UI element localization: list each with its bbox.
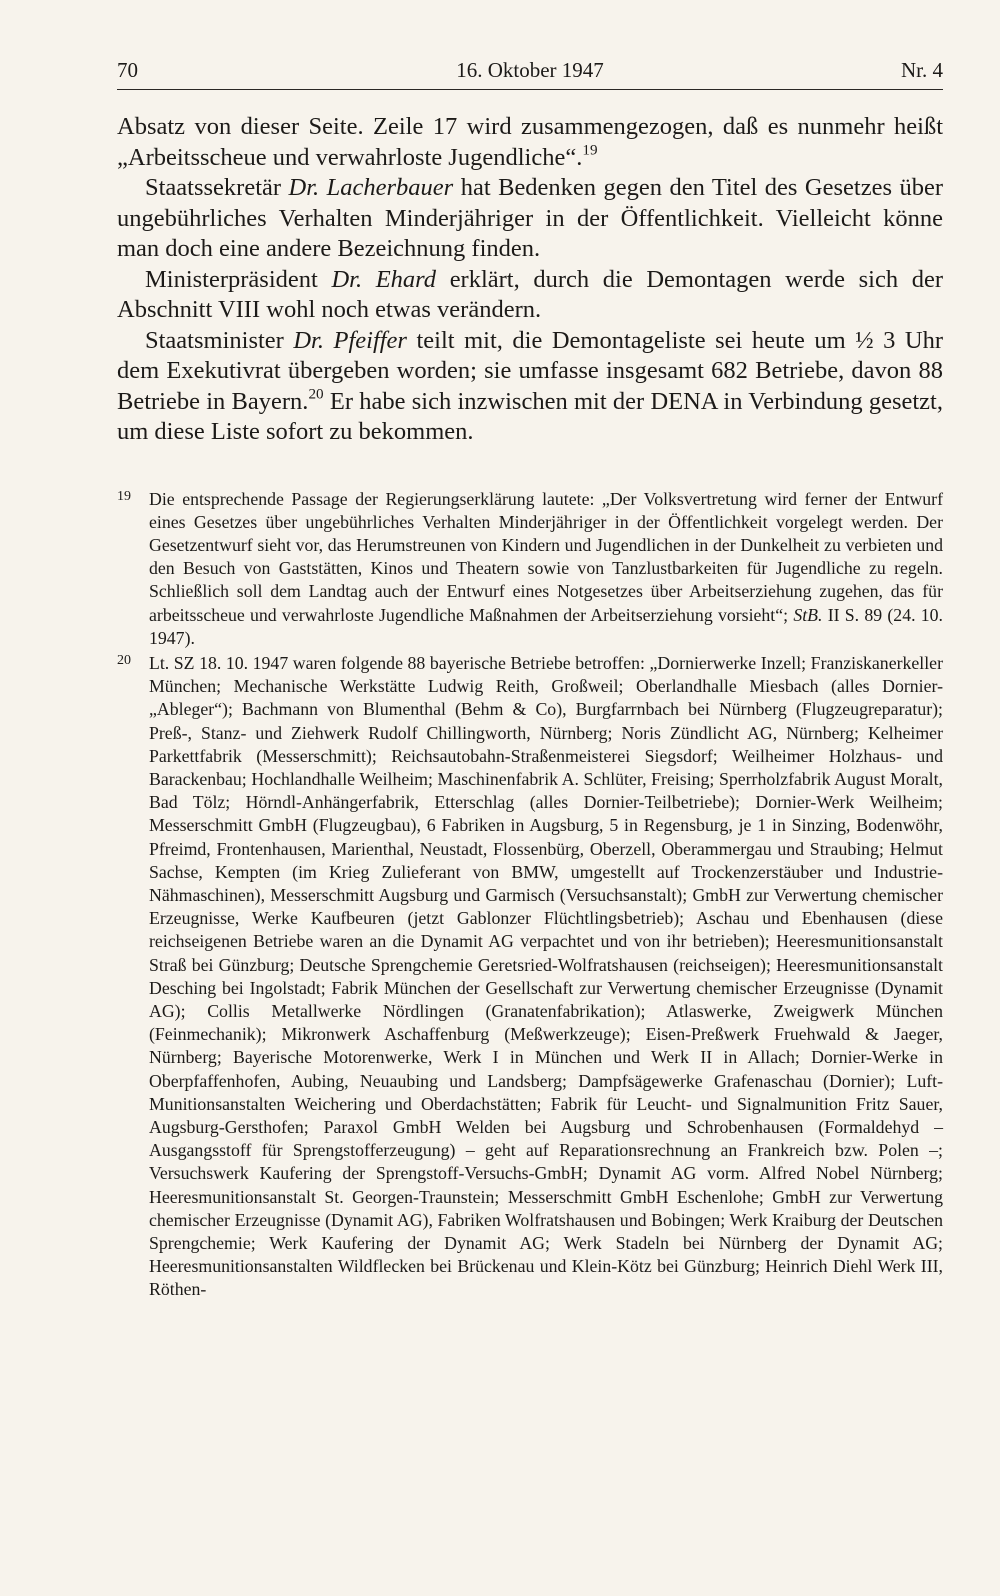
main-text [117, 112, 943, 448]
footnote-ref-19[interactable]: 19 [582, 140, 598, 158]
issue-number: Nr. 4 [901, 58, 943, 82]
speaker-name: Dr. Ehard [331, 265, 437, 293]
speaker-name: Dr. Pfeiffer [293, 326, 407, 354]
footnotes [117, 488, 943, 1302]
footnote-number: 20 [117, 652, 131, 668]
footnote-ref-20[interactable]: 20 [308, 384, 324, 402]
paragraph-2: Staatssekretär Dr. Lacherbauer hat Bedenken gegen den Titel des Gesetzes über ungebührliches Verhalten Minderjähriger in der Öffentlichkeit. Vielleicht könne man doch eine andere Bezeichnung finden. [117, 174, 943, 262]
header-date: 16. Oktober 1947 [456, 58, 604, 82]
footnote-19: 19 Die entsprechende Passage der Regierungserklärung lautete: „Der Volksvertretung wird ferner der Entwurf eines Gesetzes über ungebührliches Verhalten Minderjähriger in der Öffentlichkeit vorgelegt werden. Der Gesetzentwurf sieht vor, das Herumstreunen von Kindern und Jugendlichen in der Dunkelheit zu verbieten und den Besuch von Gaststätten, Kinos und Theatern sowie von Tanzlustbarkeiten für Jugendliche zu regeln. Schließlich soll dem Landtag auch der Entwurf eines Notgesetzes über Arbeitserziehung zugehen, das für arbeitsscheue und verwahrloste Jugendliche Maßnahmen der Arbeitserziehung vorsieht“; StB. II S. 89 (24. 10. 1947). [117, 488, 943, 648]
paragraph-3: Ministerpräsident Dr. Ehard erklärt, durch die Demontagen werde sich der Abschnitt VIII wohl noch etwas verändern. [117, 265, 943, 323]
paragraph-4: Staatsminister Dr. Pfeiffer teilt mit, die Demontageliste sei heute um ½ 3 Uhr dem Exekutivrat übergeben worden; sie umfasse insgesamt 682 Betriebe, davon 88 Betriebe in Bayern.$^{20}$ Er habe sich inzwischen mit der DENA in Verbindung gesetzt, um diese Liste sofort zu bekommen. [117, 326, 943, 445]
page-number: 70 [117, 58, 138, 82]
footnote-20: 20 Lt. SZ 18. 10. 1947 waren folgende 88 bayerische Betriebe betroffen: „Dornierwerke Inzell; Franziskanerkeller München; Mechanische Werkstätte Ludwig Reith, Großweil; Oberlandhalle Miesbach (alles Dornier-„Ableger“); Bachmann von Blumenthal (Behm & Co), Burgfarrnbach bei Nürnberg (Flugzeugreparatur); Preß-, Stanz- und Ziehwerk Rudolf Chillingworth, Nürnberg; Noris Zündlicht AG, Nürnberg; Kelheimer Parkettfabrik (Messerschmitt); Reichsautobahn-Straßenmeisterei Siegsdorf; Weilheimer Holzhaus- und Barackenbau; Hochlandhalle Weilheim; Maschinenfabrik A. Schlüter, Freising; Sperrholzfabrik August Moralt, Bad Tölz; Hörndl-Anhängerfabrik, Etterschlag (alles Dornier-Teilbetriebe); Dornier-Werk Weilheim; Messerschmitt GmbH (Flugzeugbau), 6 Fabriken in Augsburg, 5 in Regensburg, je 1 in Sinzing, Bodenwöhr, Pfreimd, Frontenhausen, Marienthal, Neustadt, Flossenbürg, Oberzell, Oberammergau und Straubing; Helmut Sachse, Kempten (im Krieg Zulieferant von BMW, umgestellt auf Trockenzerstäuber und Industrie-Nähmaschinen), Messerschmitt Augsburg und Garmisch (Versuchsanstalt); GmbH zur Verwertung chemischer Erzeugnisse, Werke Kaufbeuren (jetzt Gablonzer Flüchtlingsbetrieb); Aschau und Ebenhausen (diese reichseigenen Betriebe waren an die Dynamit AG verpachtet und von ihr betrieben); Heeresmunitionsanstalt Straß bei Günzburg; Deutsche Sprengchemie Geretsried-Wolfratshausen (reichseigen); Heeresmunitionsanstalt Desching bei Ingolstadt; Fabrik München der Gesellschaft zur Verwertung chemischer Erzeugnisse (Dynamit AG); Collis Metallwerke Nördlingen (Granatenfabrikation); Atlaswerke, Zweigwerk München (Feinmechanik); Mikronwerk Aschaffenburg (Meßwerkzeuge); Eisen-Preßwerk Fruehwald & Jaeger, Nürnberg; Bayerische Motorenwerke, Werk I in München und Werk II in Allach; Dornier-Werke in Oberpfaffenhofen, Aubing, Neuaubing und Landsberg; Dampfsägewerke Grafenaschau (Dornier); Luft-Munitionsanstalten Weichering und Oberdachstätten; Fabrik für Leucht- und Signalmunition Fritz Sauer, Augsburg-Gersthofen; Paraxol GmbH Welden bei Augsburg und Schrobenhausen (Formaldehyd – Ausgangsstoff für Sprengstofferzeugung) – geht auf Reparationsrechnung an Frankreich bzw. Polen –; Versuchswerk Kaufering der Sprengstoff-Versuchs-GmbH; Dynamit AG vorm. Alfred Nobel Nürnberg; Heeresmunitionsanstalt St. Georgen-Traunstein; Messerschmitt GmbH Eschenlohe; GmbH zur Verwertung chemischer Erzeugnisse (Dynamit AG), Fabriken Wolfratshausen und Bobingen; Werk Kraiburg der Deutschen Sprengchemie; Werk Kaufering der Dynamit AG; Werk Stadeln bei Nürnberg der Dynamit AG; Heeresmunitionsanstalten Wildflecken bei Brückenau und Klein-Kötz bei Günzburg; Heinrich Diehl Werk III, Röthen- [117, 652, 943, 1300]
footnote-number: 19 [117, 488, 131, 504]
speaker-name: Dr. Lacherbauer [288, 174, 454, 201]
paragraph-1: Absatz von dieser Seite. Zeile 17 wird zusammengezogen, daß es nunmehr heißt „Arbeitsscheue und verwahrloste Jugendliche“.$^{19}$ [117, 113, 943, 171]
source-abbreviation: StB. [793, 604, 823, 625]
book-page [117, 58, 943, 1304]
running-header [117, 58, 943, 90]
